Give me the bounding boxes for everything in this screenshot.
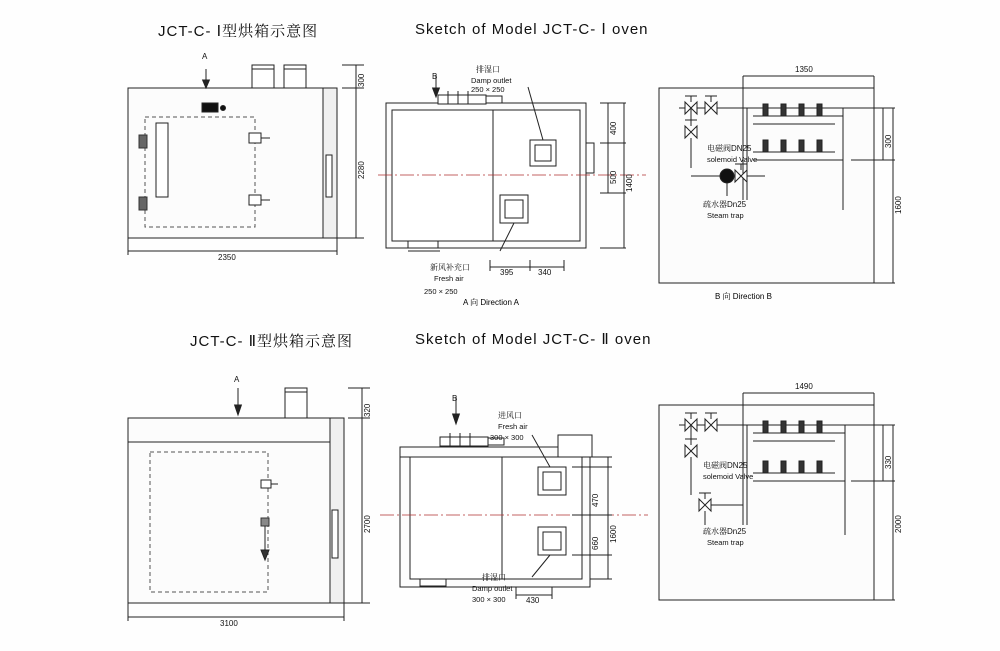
row1-piping-dim-width: 1350	[795, 65, 813, 74]
row1-callout-fresh-en: Fresh air	[434, 274, 464, 283]
row1-trap-en: Steam trap	[707, 211, 744, 220]
row2-piping-view	[655, 375, 965, 620]
row1-callout-fresh-size: 250 × 250	[424, 287, 458, 296]
row2-piping-dim-330: 330	[884, 455, 893, 469]
row1-piping-view	[655, 60, 965, 310]
row2-callout-fresh-size: 300 × 300	[490, 433, 524, 442]
row2-trap-cn: 疏水器Dn25	[703, 527, 747, 536]
row2-side-dim-660: 660	[591, 536, 600, 550]
row1-side-dim-1400: 1400	[625, 174, 634, 192]
row2-side-view	[380, 375, 650, 625]
row2-side-dim-470: 470	[591, 493, 600, 507]
row1-side-caption: A 向 Direction A	[463, 298, 520, 307]
row2-callout-damp-size: 300 × 300	[472, 595, 506, 604]
row1-side-arrow-b: B	[432, 72, 438, 81]
row2-side-arrow-b: B	[452, 394, 458, 403]
row2-front-dim-bottom: 3100	[220, 619, 238, 628]
row2-front-view	[120, 370, 380, 630]
title-model2-en: Sketch of Model JCT-C- Ⅱ oven	[415, 331, 652, 348]
row1-callout-fresh-cn: 新风补充口	[430, 263, 470, 272]
row1-front-dim-top: 300	[357, 73, 366, 87]
row2-valve-en: solemoid Valve	[703, 472, 754, 481]
row2-valve-cn: 电磁阀DN25	[703, 461, 748, 470]
row1-side-dim-400: 400	[609, 121, 618, 135]
row1-front-view	[120, 52, 370, 305]
row1-callout-damp-size: 250 × 250	[471, 85, 505, 94]
row2-callout-fresh-cn: 进风口	[498, 411, 522, 420]
row1-side-view	[378, 55, 648, 315]
title-model1-en: Sketch of Model JCT-C- Ⅰ oven	[415, 21, 649, 38]
row1-side-dim-395: 395	[500, 268, 514, 277]
row1-callout-damp-cn: 排湿口	[476, 65, 500, 74]
row1-trap-cn: 疏水器Dn25	[703, 200, 747, 209]
row2-piping-dim-2000: 2000	[894, 515, 903, 533]
row2-front-arrow-a: A	[234, 375, 240, 384]
row2-callout-fresh-en: Fresh air	[498, 422, 528, 431]
row2-trap-en: Steam trap	[707, 538, 744, 547]
row2-side-dim-1600: 1600	[609, 525, 618, 543]
title-model1-cn: JCT-C- Ⅰ型烘箱示意图	[158, 23, 319, 40]
row2-front-dim-top: 320	[363, 403, 372, 417]
row1-valve-en: solemoid Valve	[707, 155, 758, 164]
row2-front-dim-side: 2700	[363, 515, 372, 533]
row1-side-dim-340: 340	[538, 268, 552, 277]
row1-front-dim-side: 2280	[357, 161, 366, 179]
row1-callout-damp-en: Damp outlet	[471, 76, 512, 85]
row1-piping-dim-1600: 1600	[894, 196, 903, 214]
row1-valve-cn: 电磁阀DN25	[707, 144, 752, 153]
row2-callout-damp-en: Damp outlet	[472, 584, 513, 593]
row1-front-dim-bottom: 2350	[218, 253, 236, 262]
row1-piping-caption: B 向 Direction B	[715, 292, 772, 301]
row1-front-arrow-a: A	[202, 52, 208, 61]
title-model2-cn: JCT-C- Ⅱ型烘箱示意图	[190, 333, 354, 350]
row1-piping-dim-300: 300	[884, 134, 893, 148]
row2-callout-damp-cn: 排湿口	[482, 573, 506, 582]
row2-piping-dim-width: 1490	[795, 382, 813, 391]
row1-side-dim-500: 500	[609, 170, 618, 184]
row2-side-dim-430: 430	[526, 596, 540, 605]
